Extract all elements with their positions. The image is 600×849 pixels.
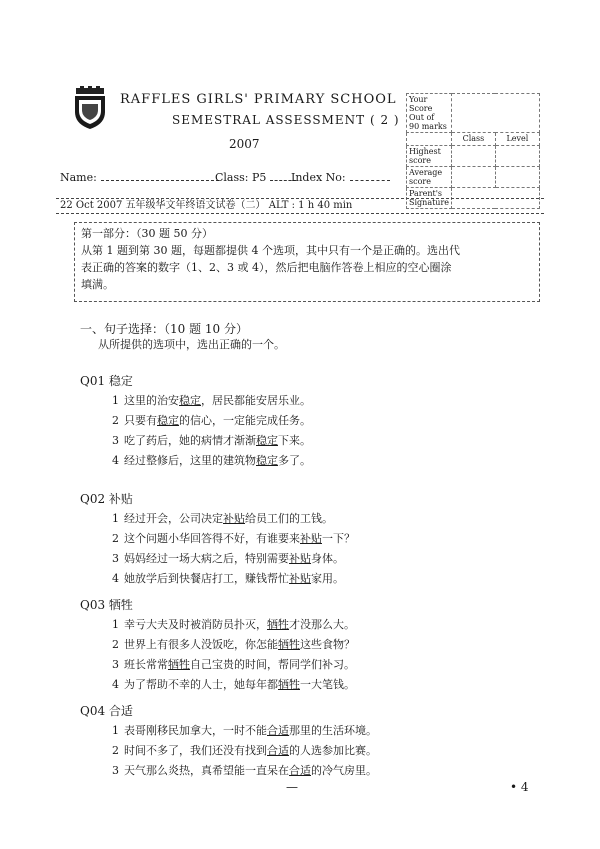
option-number: 2 <box>112 414 119 427</box>
exam-date: 22 Oct 2007 <box>60 200 123 211</box>
answer-option[interactable] <box>112 762 377 778</box>
answer-option[interactable] <box>112 412 311 428</box>
paper-title-bar <box>56 198 544 214</box>
option-text-after: 的人选参加比赛。 <box>289 744 377 757</box>
question-label: Q02 补贴 <box>80 492 133 506</box>
section-title: 一、句子选择：（10 题 10 分） <box>80 322 248 336</box>
level-column-header: Level <box>495 133 539 146</box>
index-label: Index No: <box>291 171 346 184</box>
answer-option[interactable] <box>112 742 377 758</box>
option-keyword: 合适 <box>289 764 311 777</box>
option-text-after: 的信心，一定能完成任务。 <box>179 414 311 427</box>
option-number: 1 <box>112 512 119 525</box>
answer-option[interactable] <box>112 530 355 546</box>
answer-option[interactable] <box>112 676 355 692</box>
index-field[interactable] <box>291 170 390 184</box>
option-text-before: 吃了药后，她的病情才渐渐 <box>124 434 256 447</box>
answer-option[interactable] <box>112 570 344 586</box>
paper-title: 五年级华文年终语文试卷（二） <box>125 200 266 211</box>
option-text-after: 身体。 <box>311 552 344 565</box>
option-number: 2 <box>112 744 119 757</box>
option-text-after: 给员工们的工钱。 <box>245 512 333 525</box>
question-label: Q01 稳定 <box>80 374 133 388</box>
option-keyword: 牺牲 <box>267 618 289 631</box>
option-text-before: 妈妈经过一场大病之后，特别需要 <box>124 552 289 565</box>
option-number: 4 <box>112 454 119 467</box>
option-text-before: 为了帮助不幸的人士，她每年都 <box>124 678 278 691</box>
page-dash: — <box>286 780 298 794</box>
answer-option[interactable] <box>112 656 355 672</box>
answer-option[interactable] <box>112 432 311 448</box>
option-number: 3 <box>112 552 119 565</box>
option-text-before: 幸亏大夫及时被消防员扑灭， <box>124 618 267 631</box>
instruction-line-2: 表正确的答案的数字（1、2、3 或 4），然后把电脑作答卷上相应的空心圈涂 <box>81 261 452 274</box>
part-one-heading: 第一部分：（30 题 50 分） <box>81 227 213 240</box>
option-keyword: 合适 <box>267 724 289 737</box>
parent-signature-label: Parent's Signature <box>407 188 452 209</box>
option-text-after: ，居民都能安居乐业。 <box>201 394 311 407</box>
option-number: 3 <box>112 658 119 671</box>
option-number: 1 <box>112 618 119 631</box>
option-keyword: 稳定 <box>256 434 278 447</box>
option-keyword: 合适 <box>267 744 289 757</box>
highest-level-cell[interactable] <box>495 146 539 167</box>
option-keyword: 补贴 <box>223 512 245 525</box>
answer-option[interactable] <box>112 722 377 738</box>
option-keyword: 补贴 <box>289 572 311 585</box>
option-text-before: 这里的治安 <box>124 394 179 407</box>
option-text-after: 这些食物？ <box>300 638 355 651</box>
highest-score-label: Highest score <box>407 146 452 167</box>
question-label: Q04 合适 <box>80 704 133 718</box>
option-text-before: 天气那么炎热，真希望能一直呆在 <box>124 764 289 777</box>
option-keyword: 补贴 <box>300 532 322 545</box>
index-blank[interactable] <box>350 170 390 181</box>
option-text-before: 她放学后到快餐店打工，赚钱帮忙 <box>124 572 289 585</box>
answer-option[interactable] <box>112 636 355 652</box>
option-text-before: 只要有 <box>124 414 157 427</box>
option-text-after: 自己宝贵的时间，帮同学们补习。 <box>190 658 355 671</box>
question-label: Q03 牺牲 <box>80 598 133 612</box>
option-text-before: 表哥刚移民加拿大，一时不能 <box>124 724 267 737</box>
average-score-label: Average score <box>407 167 452 188</box>
answer-option[interactable] <box>112 550 344 566</box>
exam-year: 2007 <box>229 137 260 151</box>
section-instruction: 从所提供的选项中，选出正确的一个。 <box>98 338 285 351</box>
option-keyword: 牺牲 <box>278 678 300 691</box>
option-keyword: 牺牲 <box>168 658 190 671</box>
option-text-before: 这个问题小华回答得不好，有谁要来 <box>124 532 300 545</box>
answer-option[interactable] <box>112 392 311 408</box>
average-class-cell[interactable] <box>452 167 496 188</box>
option-text-before: 经过开会，公司决定 <box>124 512 223 525</box>
answer-option[interactable] <box>112 510 333 526</box>
option-text-before: 经过整修后，这里的建筑物 <box>124 454 256 467</box>
option-text-after: 才没那么大。 <box>289 618 355 631</box>
option-keyword: 稳定 <box>256 454 278 467</box>
option-number: 2 <box>112 532 119 545</box>
option-text-before: 时间不多了，我们还没有找到 <box>124 744 267 757</box>
score-label-cell: Your Score Out of 90 marks <box>407 94 452 133</box>
option-text-after: 一大笔钱。 <box>300 678 355 691</box>
your-score-cell[interactable] <box>452 94 540 133</box>
class-column-header: Class <box>452 133 496 146</box>
school-name: RAFFLES GIRLS' PRIMARY SCHOOL <box>120 92 397 107</box>
class-label: Class: P5 <box>215 171 267 184</box>
school-crest-logo <box>72 86 108 130</box>
name-blank[interactable] <box>101 170 219 181</box>
answer-option[interactable] <box>112 616 355 632</box>
option-text-after: 下来。 <box>278 434 311 447</box>
instruction-line-1: 从第 1 题到第 30 题，每题都提供 4 个选项，其中只有一个是正确的。选出代 <box>81 244 460 257</box>
exam-title: SEMESTRAL ASSESSMENT ( 2 ) <box>172 113 400 127</box>
highest-class-cell[interactable] <box>452 146 496 167</box>
part-one-instructions <box>74 222 540 302</box>
option-keyword: 牺牲 <box>278 638 300 651</box>
instruction-line-3: 填满。 <box>81 278 114 291</box>
average-level-cell[interactable] <box>495 167 539 188</box>
option-text-after: 那里的生活环境。 <box>289 724 377 737</box>
name-label: Name: <box>60 171 97 184</box>
option-keyword: 稳定 <box>179 394 201 407</box>
exam-duration: ALT : 1 h 40 min <box>268 200 353 211</box>
option-number: 4 <box>112 678 119 691</box>
class-field[interactable] <box>215 170 296 184</box>
option-text-after: 一下？ <box>322 532 355 545</box>
option-text-after: 多了。 <box>278 454 311 467</box>
option-text-before: 班长常常 <box>124 658 168 671</box>
option-keyword: 稳定 <box>157 414 179 427</box>
option-text-before: 世界上有很多人没饭吃，你怎能 <box>124 638 278 651</box>
option-number: 3 <box>112 434 119 447</box>
option-number: 1 <box>112 724 119 737</box>
score-box <box>406 93 540 209</box>
option-text-after: 的冷气房里。 <box>311 764 377 777</box>
option-keyword: 补贴 <box>289 552 311 565</box>
option-number: 1 <box>112 394 119 407</box>
name-field[interactable] <box>60 170 219 184</box>
page-corner-mark: • 4 <box>510 780 529 794</box>
option-text-after: 家用。 <box>311 572 344 585</box>
answer-option[interactable] <box>112 452 311 468</box>
option-number: 4 <box>112 572 119 585</box>
option-number: 2 <box>112 638 119 651</box>
option-number: 3 <box>112 764 119 777</box>
